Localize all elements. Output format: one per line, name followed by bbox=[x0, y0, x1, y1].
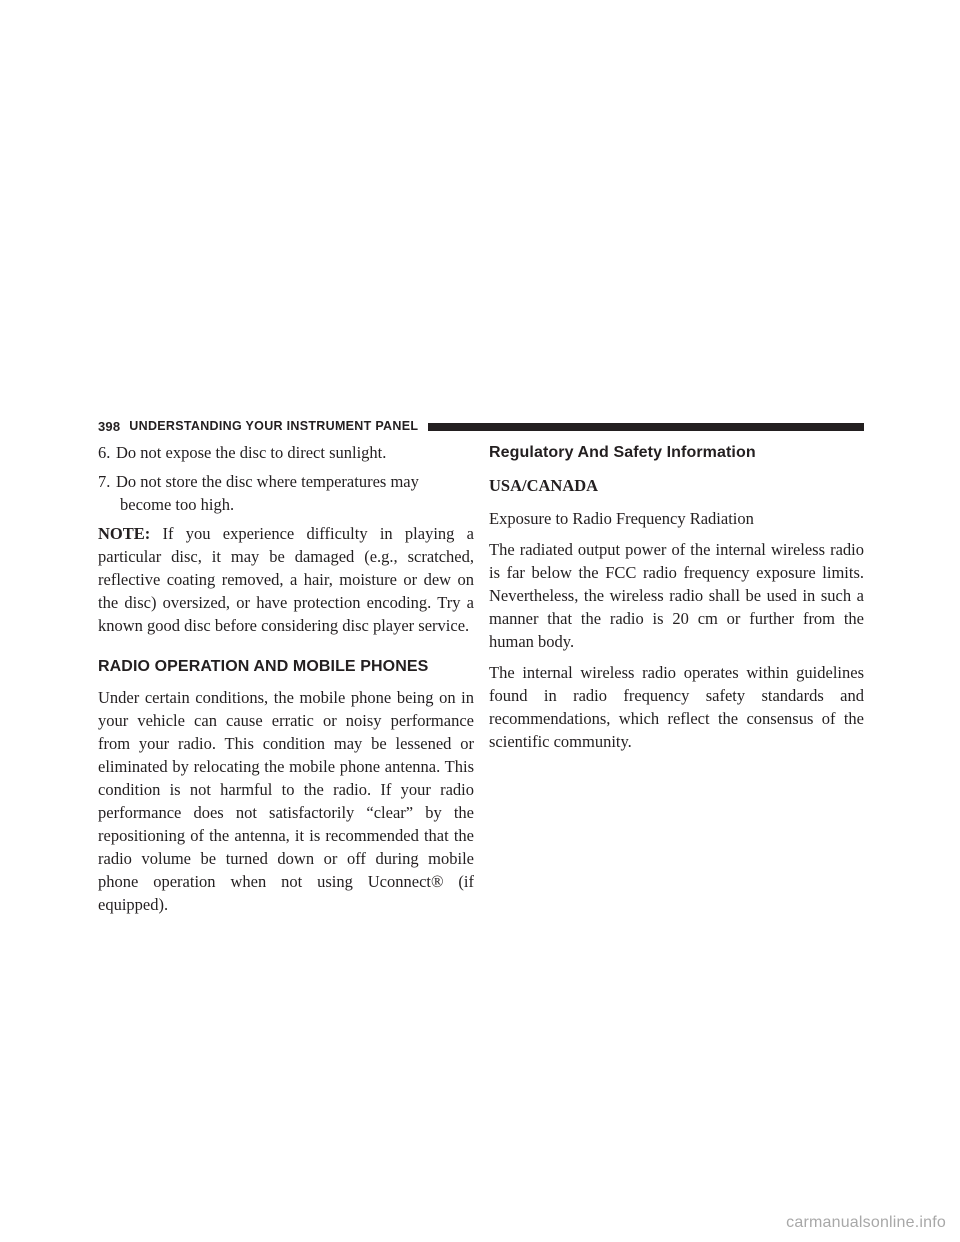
note-text: If you experience difficulty in playing a particular disc, it may be damaged (e.g., scratched, reflective coating removed, a hair, moisture or dew on the disc) oversized, or have protection encoding. Try a known good disc before considering disc player service. bbox=[98, 524, 474, 635]
page-header bbox=[98, 415, 864, 437]
radio-paragraph: Under certain conditions, the mobile phone being on in your vehicle can cause erratic or noisy performance from your radio. This condition may be lessened or eliminated by relocating the mobile phone antenna. This condition is not harmful to the radio. If your radio performance does not satisfactorily “clear” by the repositioning of the antenna, it is recommended that the radio volume be turned down or off during mobile phone operation when not using Uconnect® (if equipped). bbox=[98, 688, 474, 914]
exposure-title: Exposure to Radio Frequency Radiation bbox=[489, 509, 754, 528]
regulatory-heading: Regulatory And Safety Information bbox=[489, 444, 756, 461]
region-subheading: USA/CANADA bbox=[489, 476, 599, 495]
section-title: UNDERSTANDING YOUR INSTRUMENT PANEL bbox=[129, 419, 419, 433]
list-text: Do not store the disc where temperatures may become too high. bbox=[116, 472, 419, 514]
list-text: Do not expose the disc to direct sunlight. bbox=[116, 443, 387, 462]
note-paragraph bbox=[98, 522, 474, 637]
list-item-7 bbox=[98, 470, 474, 516]
left-column bbox=[98, 441, 474, 924]
right-column bbox=[489, 441, 864, 761]
list-item-6 bbox=[98, 441, 474, 464]
header-rule bbox=[428, 423, 864, 431]
note-label: NOTE: bbox=[98, 524, 151, 543]
rf-paragraph-2: The internal wireless radio operates within guidelines found in radio frequency safety standards and recommendations, which reflect the consensus of the scientific community. bbox=[489, 663, 864, 751]
watermark: carmanualsonline.info bbox=[786, 1214, 946, 1231]
page-number: 398 bbox=[98, 418, 121, 434]
rf-paragraph-1: The radiated output power of the internal wireless radio is far below the FCC radio frequency exposure limits. Nevertheless, the wireless radio shall be used in such a manner that the radio is 20 cm or further from the human body. bbox=[489, 540, 864, 651]
list-number: 7. bbox=[98, 472, 111, 491]
list-number: 6. bbox=[98, 443, 111, 462]
radio-heading: RADIO OPERATION AND MOBILE PHONES bbox=[98, 658, 429, 675]
